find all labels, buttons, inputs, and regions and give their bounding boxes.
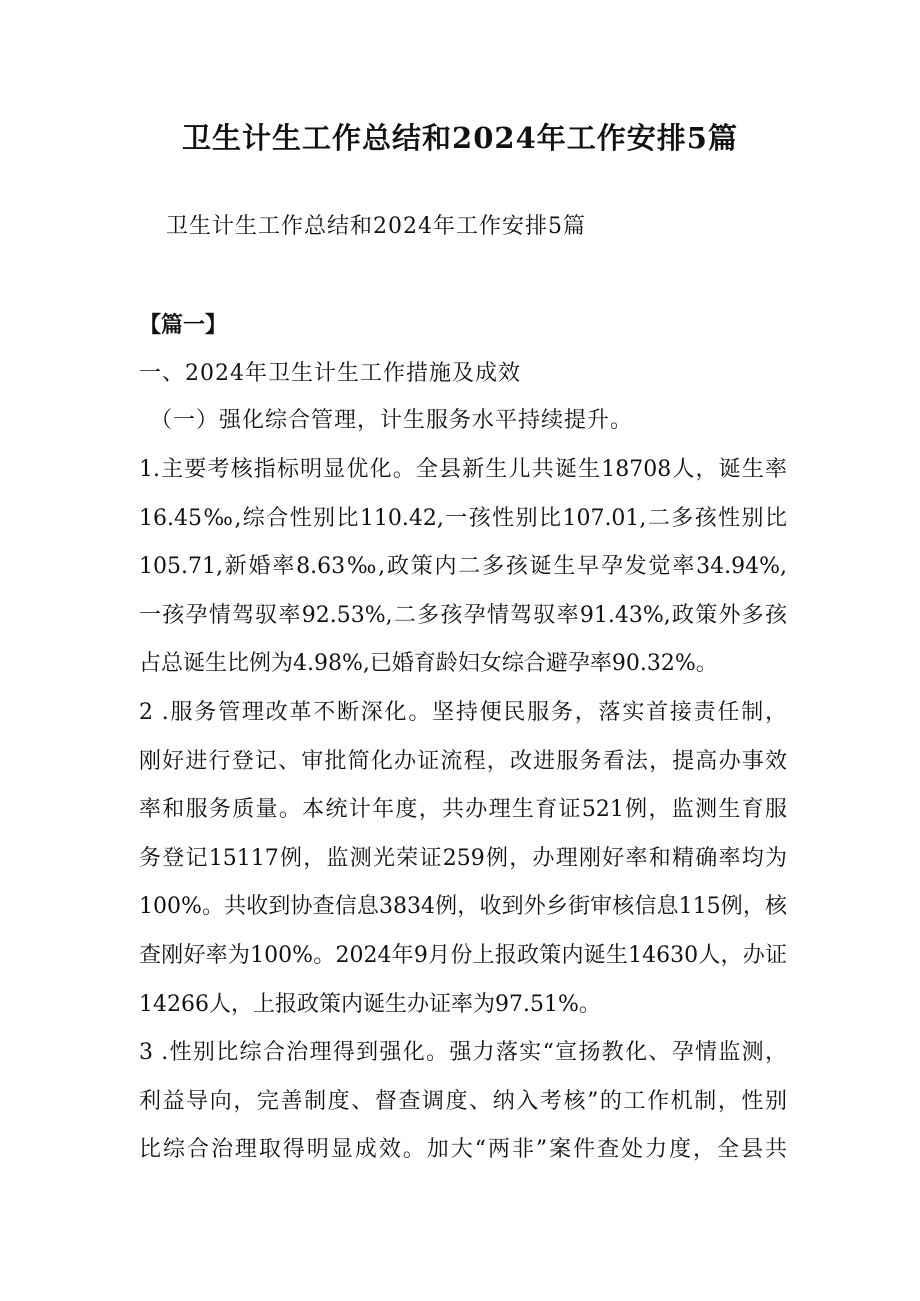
body-text (139, 453, 799, 1182)
text-line: 占总诞生比例为4.98%,已婚育龄妇女综合避孕率90.32%。 (139, 651, 718, 677)
text-line: 查刚好率为100%。2024年9月份上报政策内诞生14630人，办证 (139, 942, 787, 968)
text-line: 利益导向，完善制度、督查调度、纳入考核”的工作机制，性别 (139, 1088, 787, 1114)
text-line: 105.71,新婚率8.63‰,政策内二多孩诞生早孕发觉率34.94%, (139, 554, 787, 580)
document-subtitle: 卫生计生工作总结和2024年工作安排5篇 (166, 214, 586, 239)
text-line: 16.45‰,综合性别比110.42,一孩性别比107.01,二多孩性别比 (139, 505, 787, 531)
section-heading: 一、2024年卫生计生工作措施及成效 (139, 361, 521, 386)
text-line: 务登记15117例，监测光荣证259例，办理刚好率和精确率均为 (139, 845, 787, 871)
text-line: 刚好进行登记、审批简化办证流程，改进服务看法，提高办事效 (139, 748, 787, 774)
text-line: 2 .服务管理改革不断深化。坚持便民服务，落实首接责任制， (139, 699, 787, 725)
text-line: 比综合治理取得明显成效。加大“两非”案件查处力度，全县共 (139, 1137, 787, 1163)
text-line: 1.主要考核指标明显优化。全县新生儿共诞生18708人，诞生率 (139, 457, 787, 482)
subsection-heading: （一）强化综合管理，计生服务水平持续提升。 (150, 408, 634, 433)
section-tag: 【篇一】 (139, 312, 228, 338)
text-line: 一孩孕情驾驭率92.53%,二多孩孕情驾驭率91.43%,政策外多孩 (139, 602, 787, 628)
text-line: 率和服务质量。本统计年度，共办理生育证521例，监测生育服 (139, 797, 787, 823)
text-line: 100%。共收到协查信息3834例，收到外乡街审核信息115例，核 (139, 894, 787, 920)
document-title: 卫生计生工作总结和2024年工作安排5篇 (182, 121, 738, 155)
text-line: 3 .性别比综合治理得到强化。强力落实“宣扬教化、孕情监测， (139, 1040, 787, 1066)
text-line: 14266人，上报政策内诞生办证率为97.51%。 (139, 991, 601, 1017)
